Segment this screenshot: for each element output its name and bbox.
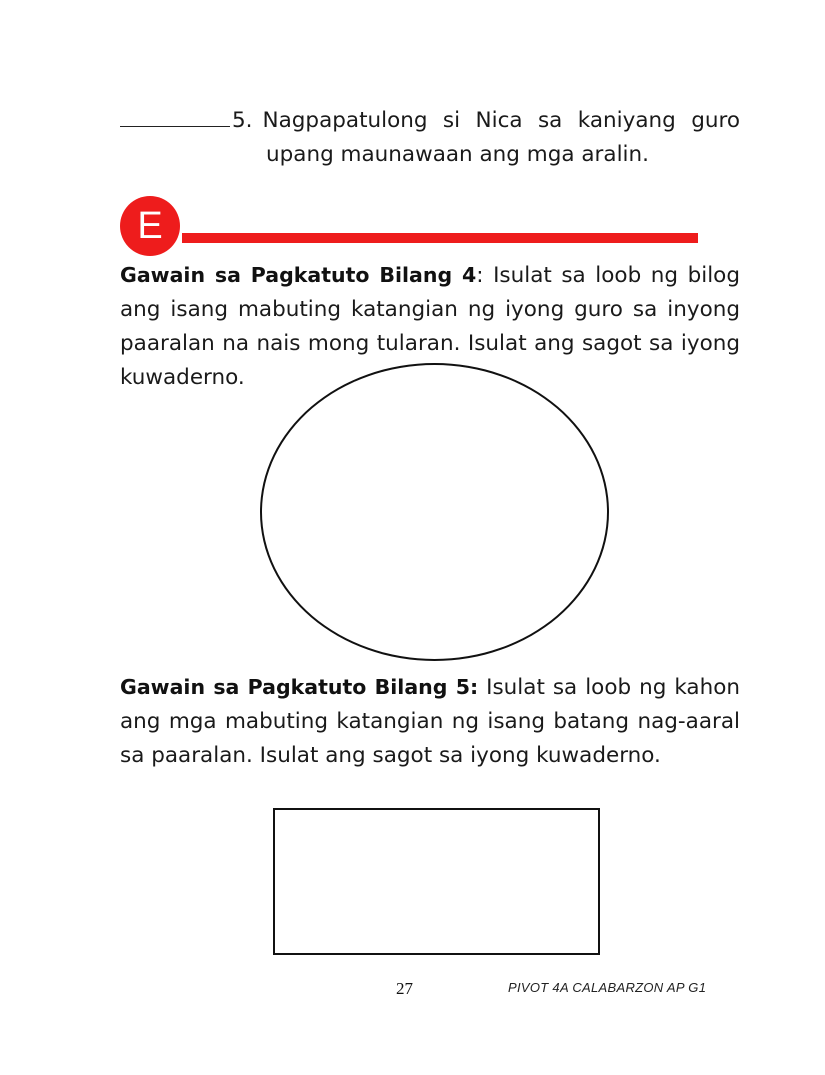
activity-4-separator: : (476, 263, 484, 288)
activity-4-title: Gawain sa Pagkatuto Bilang 4 (120, 263, 477, 287)
question-text-line2: upang maunawaan ang mga aralin. (266, 142, 649, 167)
footer-label: PIVOT 4A CALABARZON AP G1 (508, 980, 707, 995)
answer-blank[interactable] (120, 104, 230, 127)
activity-5-body: Isulat sa loob ng kahon ang mga mabuting katangian ng isang batang nag-aaral sa paaralan. Isulat ang sagot sa iyong kuwaderno. (120, 675, 740, 768)
activity-5-title: Gawain sa Pagkatuto Bilang 5: (120, 675, 479, 699)
section-letter-badge: E (120, 196, 180, 256)
page-number: 27 (396, 979, 413, 998)
question-item-5 (120, 104, 740, 172)
question-text-line1: Nagpapatulong si Nica sa kaniyang guro (262, 108, 740, 133)
question-number: 5. (232, 108, 253, 133)
section-divider-bar (182, 233, 698, 243)
activity-4-body: Isulat sa loob ng bilog ang isang mabuting katangian ng iyong guro sa inyong paaralan na nais mong tularan. Isulat ang sagot sa iyong kuwaderno. (120, 263, 740, 390)
answer-box[interactable] (273, 808, 600, 955)
activity-5-instructions (120, 670, 740, 773)
question-item-5-line1 (120, 104, 740, 138)
answer-circle[interactable] (260, 363, 609, 661)
